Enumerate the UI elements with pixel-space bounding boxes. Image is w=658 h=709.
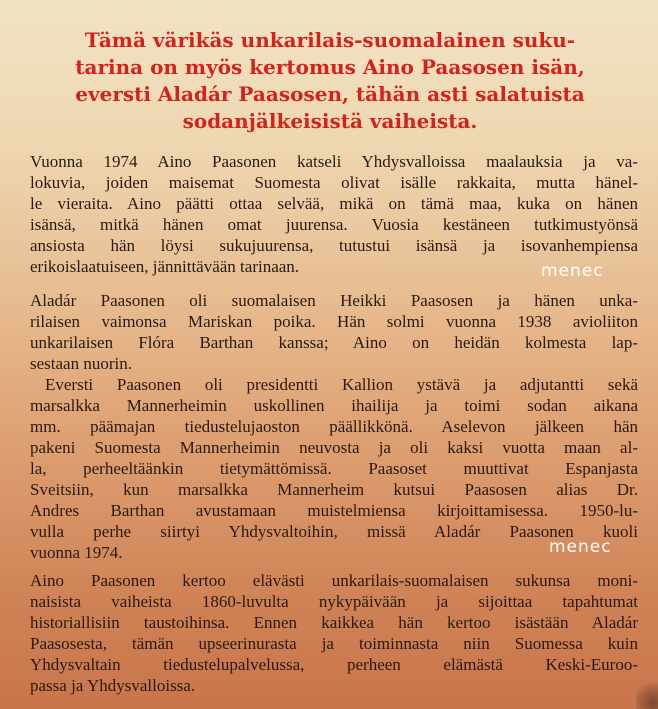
text-line: sestaan nuorin. bbox=[30, 354, 132, 373]
text-line: Eversti Paasonen oli presidentti Kallion ystävä ja adjutantti sekä bbox=[45, 375, 638, 394]
text-line: passa ja Yhdysvalloissa. bbox=[30, 676, 196, 695]
headline-line: sodanjälkeisistä vaiheista. bbox=[182, 109, 478, 133]
text-line: ansiosta hän löysi sukujuurensa, tutustui isänsä ja isovanhempiensa bbox=[30, 236, 638, 255]
paragraph-family bbox=[30, 290, 638, 374]
text-line: Sveitsiin, kun marsalkka Mannerheim kutsui Paasosen alias Dr. bbox=[30, 480, 638, 499]
corner-decoration bbox=[636, 679, 658, 709]
text-line: marsalkka Mannerheimin uskollinen ihailija ja toimi sodan aikana bbox=[30, 396, 638, 415]
text-line: naisista vaiheista 1860-luvulta nykypäivään ja sijoittaa tapahtumat bbox=[30, 592, 638, 611]
text-line: vuonna 1974. bbox=[30, 543, 123, 562]
headline bbox=[40, 27, 620, 135]
text-line: lokuvia, joiden maisemat Suomesta olivat isälle rakkaita, mutta hänel- bbox=[30, 173, 638, 192]
text-line: Paasosesta, tämän upseerinurasta ja toiminnasta niin Suomessa kuin bbox=[30, 634, 638, 653]
text-line: rilaisen vaimonsa Mariskan poika. Hän solmi vuonna 1938 avioliiton bbox=[30, 312, 638, 331]
text-line: Yhdysvaltain tiedustelupalvelussa, perheen elämästä Keski-Euroo- bbox=[30, 655, 638, 674]
text-line: la, perheeltäänkin tietymättömissä. Paasoset muuttivat Espanjasta bbox=[30, 459, 638, 478]
text-line: mm. päämajan tiedustelujaoston päällikkönä. Aselevon jälkeen hän bbox=[30, 417, 638, 436]
text-line: le vieraita. Aino päätti ottaa selvää, mikä on tämä maa, kuka on hänen bbox=[30, 194, 638, 213]
text-line: Andres Barthan avustamaan muistelmiensa kirjoittamisessa. 1950-lu- bbox=[30, 501, 638, 520]
text-line: historiallisiin taustoihinsa. Ennen kaikkea hän kertoo isästään Aladár bbox=[30, 613, 638, 632]
text-line: vulla perhe siirtyi Yhdysvaltoihin, missä Aladár Paasonen kuoli bbox=[30, 522, 638, 541]
text-line: isänsä, mitkä hänen omat juurensa. Vuosia kestäneen tutkimustyönsä bbox=[30, 215, 638, 234]
paragraph-career bbox=[30, 374, 638, 563]
text-line: Vuonna 1974 Aino Paasonen katseli Yhdysvalloissa maalauksia ja va- bbox=[30, 152, 638, 171]
watermark: menec bbox=[541, 261, 604, 281]
text-line: unkarilaisen Flóra Barthan kanssa; Aino on heidän kolmesta lap- bbox=[30, 333, 638, 352]
text-line: erikoislaatuiseen, jännittävään tarinaan. bbox=[30, 257, 300, 276]
paragraph-summary bbox=[30, 570, 638, 696]
text-line: pakeni Suomesta Mannerheimin neuvosta ja oli kaksi vuotta maan al- bbox=[30, 438, 638, 457]
headline-line: tarina on myös kertomus Aino Paasosen isän, bbox=[75, 55, 585, 79]
text-line: Aladár Paasonen oli suomalaisen Heikki Paasosen ja hänen unka- bbox=[30, 291, 638, 310]
paragraph-intro bbox=[30, 151, 638, 277]
text-line: Aino Paasonen kertoo elävästi unkarilais-suomalaisen sukunsa moni- bbox=[30, 571, 638, 590]
watermark: menec bbox=[549, 537, 612, 557]
headline-line: Tämä värikäs unkarilais-suomalainen suku- bbox=[84, 28, 576, 52]
headline-line: eversti Aladár Paasosen, tähän asti salatuista bbox=[75, 82, 585, 106]
